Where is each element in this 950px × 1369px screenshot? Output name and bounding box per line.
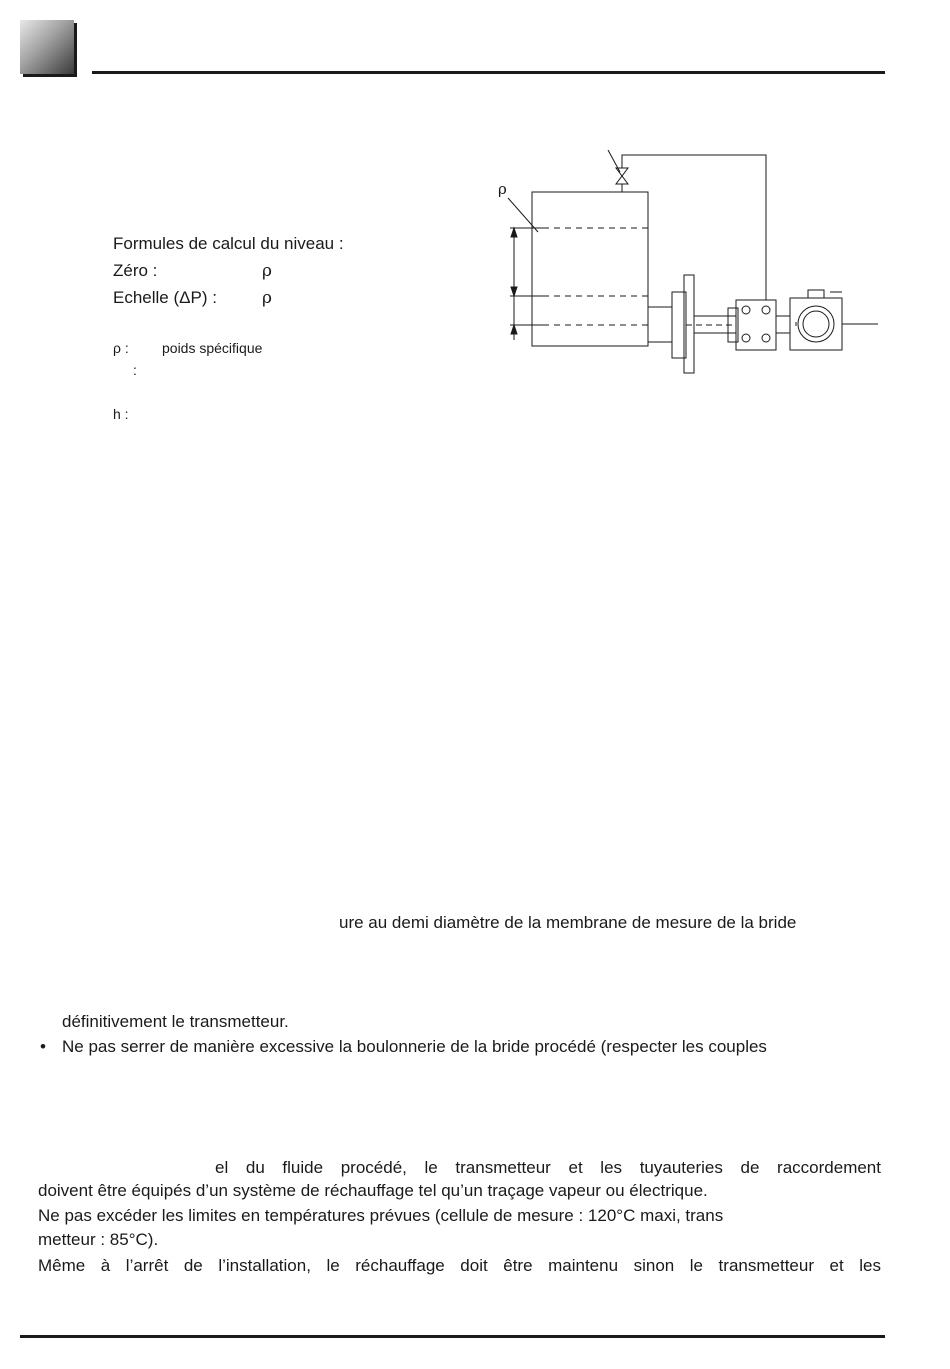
- footer-rule: [20, 1335, 885, 1338]
- bullet-text: Ne pas serrer de manière excessive la boulonnerie de la bride procédé (respecter les couples: [62, 1037, 767, 1056]
- para-line-5: Même à l’arrêt de l’installation, le réchauffage doit être maintenu sinon le transmetteur et les: [38, 1256, 881, 1275]
- header-rule: [92, 71, 885, 74]
- legend-rho-text: poids spécifique: [162, 340, 263, 356]
- body-line-1: ure au demi diamètre de la membrane de mesure de la bride: [339, 913, 797, 932]
- bullet-mark: •: [40, 1037, 46, 1056]
- tank: [532, 192, 648, 346]
- formula-heading: Formules de calcul du niveau :: [113, 234, 344, 253]
- para-line-4: metteur : 85°C).: [38, 1230, 159, 1249]
- legend-blank-label: :: [133, 362, 137, 378]
- para-line-1: el du fluide procédé, le transmetteur et les tuyauteries de raccordement: [215, 1158, 881, 1177]
- zero-label: Zéro :: [113, 261, 158, 280]
- para-line-3: Ne pas excéder les limites en températures prévues (cellule de mesure : 120°C maxi, trans: [38, 1206, 724, 1225]
- body-line-2: définitivement le transmetteur.: [62, 1012, 289, 1031]
- legend-h-label: h :: [113, 406, 129, 422]
- transmitter-flange: [736, 300, 776, 350]
- chapter-marker: [20, 20, 74, 74]
- tank-nozzle: [648, 307, 672, 342]
- scale-label: Echelle (ΔP) :: [113, 288, 217, 307]
- vent-valve-icon: [616, 168, 628, 176]
- zero-rho-symbol: ρ: [262, 261, 272, 281]
- legend-rho-label: ρ :: [113, 340, 129, 356]
- para-line-2: doivent être équipés d’un système de réchauffage tel qu’un traçage vapeur ou électrique.: [38, 1181, 708, 1200]
- scale-rho-symbol: ρ: [262, 288, 272, 308]
- diagram-rho-label: ρ: [498, 180, 507, 198]
- level-installation-diagram: [490, 140, 890, 380]
